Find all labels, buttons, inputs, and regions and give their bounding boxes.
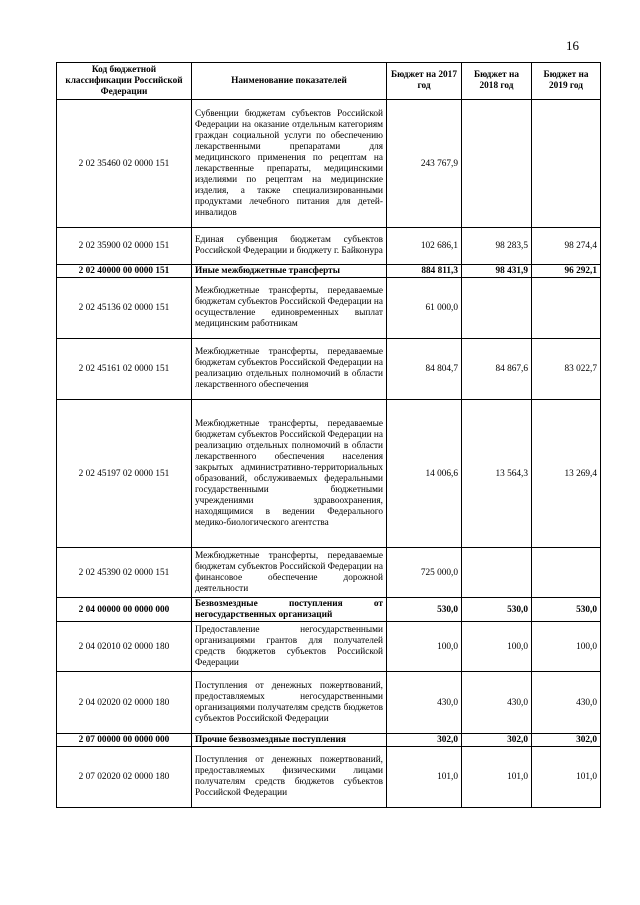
row-code: 2 02 40000 00 0000 151	[57, 265, 192, 278]
header-2019: Бюджет на 2019 год	[532, 63, 601, 100]
row-name: Единая субвенция бюджетам субъектов Российской Федерации и бюджету г. Байконура	[192, 228, 387, 265]
row-name: Субвенции бюджетам субъектов Российской Федерации на оказание отдельным категориям граждан социальной услуги по обеспечению лекарственными препаратами для медицинского применения по рецептам на лекарственные препараты, медицинскими изделиями по рецептам на медицинские изделия, а также специализированными продуктами лечебного питания для детей-инвалидов	[192, 100, 387, 228]
row-2018	[462, 100, 532, 228]
table-row	[57, 747, 601, 808]
row-2018: 84 867,6	[462, 339, 532, 400]
row-2019: 302,0	[532, 734, 601, 747]
table-row	[57, 598, 601, 622]
row-2017: 725 000,0	[387, 548, 462, 598]
row-name: Поступления от денежных пожертвований, предоставляемых негосударственными организациями получателям средств бюджетов субъектов Российской Федерации	[192, 672, 387, 734]
row-2019	[532, 548, 601, 598]
row-2018: 430,0	[462, 672, 532, 734]
row-code: 2 02 45136 02 0000 151	[57, 278, 192, 339]
row-code: 2 02 45161 02 0000 151	[57, 339, 192, 400]
row-2017: 302,0	[387, 734, 462, 747]
row-name: Поступления от денежных пожертвований, предоставляемых физическими лицами получателям средств бюджетов субъектов Российской Федерации	[192, 747, 387, 808]
header-code: Код бюджетной классификации Российской Федерации	[57, 63, 192, 100]
row-code: 2 07 00000 00 0000 000	[57, 734, 192, 747]
table-row	[57, 734, 601, 747]
row-2017: 243 767,9	[387, 100, 462, 228]
row-name: Межбюджетные трансферты, передаваемые бюджетам субъектов Российской Федерации на осуществление единовременных выплат медицинским работникам	[192, 278, 387, 339]
row-name: Межбюджетные трансферты, передаваемые бюджетам субъектов Российской Федерации на реализацию отдельных полномочий в области лекарственного обеспечения населения закрытых административно-территориальных образований, обслуживаемых федеральными государственными бюджетными учреждениями здравоохранения, находящимися в ведении Федерального медико-биологического агентства	[192, 400, 387, 548]
table-row	[57, 100, 601, 228]
table-row	[57, 228, 601, 265]
table-row	[57, 548, 601, 598]
row-2017: 530,0	[387, 598, 462, 622]
row-2018	[462, 278, 532, 339]
row-2019: 101,0	[532, 747, 601, 808]
row-2017: 884 811,3	[387, 265, 462, 278]
row-2019	[532, 100, 601, 228]
table-row	[57, 400, 601, 548]
row-2017: 61 000,0	[387, 278, 462, 339]
row-2019: 96 292,1	[532, 265, 601, 278]
row-2018: 530,0	[462, 598, 532, 622]
row-2019	[532, 278, 601, 339]
row-name: Предоставление негосударственными организациями грантов для получателей средств бюджетов субъектов Российской Федерации	[192, 622, 387, 672]
row-code: 2 04 02010 02 0000 180	[57, 622, 192, 672]
row-2019: 100,0	[532, 622, 601, 672]
row-2018: 100,0	[462, 622, 532, 672]
row-name: Иные межбюджетные трансферты	[192, 265, 387, 278]
table-row	[57, 278, 601, 339]
table-row	[57, 622, 601, 672]
row-2018: 98 431,9	[462, 265, 532, 278]
row-name: Безвозмездные поступления от негосударственных организаций	[192, 598, 387, 622]
header-name: Наименование показателей	[192, 63, 387, 100]
row-2017: 14 006,6	[387, 400, 462, 548]
row-code: 2 02 35460 02 0000 151	[57, 100, 192, 228]
row-2019: 98 274,4	[532, 228, 601, 265]
row-name: Межбюджетные трансферты, передаваемые бюджетам субъектов Российской Федерации на реализацию отдельных полномочий в области лекарственного обеспечения	[192, 339, 387, 400]
row-2018: 98 283,5	[462, 228, 532, 265]
row-2019: 530,0	[532, 598, 601, 622]
row-name: Прочие безвозмездные поступления	[192, 734, 387, 747]
row-name: Межбюджетные трансферты, передаваемые бюджетам субъектов Российской Федерации на финансовое обеспечение дорожной деятельности	[192, 548, 387, 598]
row-2018: 302,0	[462, 734, 532, 747]
table-header-row	[57, 63, 601, 100]
table-row	[57, 672, 601, 734]
row-2018	[462, 548, 532, 598]
row-code: 2 02 45197 02 0000 151	[57, 400, 192, 548]
row-2017: 84 804,7	[387, 339, 462, 400]
row-2017: 102 686,1	[387, 228, 462, 265]
row-code: 2 04 00000 00 0000 000	[57, 598, 192, 622]
row-code: 2 04 02020 02 0000 180	[57, 672, 192, 734]
table-row	[57, 339, 601, 400]
row-2019: 430,0	[532, 672, 601, 734]
table-row	[57, 265, 601, 278]
row-2019: 13 269,4	[532, 400, 601, 548]
header-2017: Бюджет на 2017 год	[387, 63, 462, 100]
page-number: 16	[566, 38, 579, 53]
row-code: 2 02 35900 02 0000 151	[57, 228, 192, 265]
row-code: 2 07 02020 02 0000 180	[57, 747, 192, 808]
row-code: 2 02 45390 02 0000 151	[57, 548, 192, 598]
header-2018: Бюджет на 2018 год	[462, 63, 532, 100]
row-2018: 13 564,3	[462, 400, 532, 548]
budget-table	[56, 62, 601, 808]
row-2018: 101,0	[462, 747, 532, 808]
row-2017: 101,0	[387, 747, 462, 808]
row-2017: 430,0	[387, 672, 462, 734]
row-2019: 83 022,7	[532, 339, 601, 400]
row-2017: 100,0	[387, 622, 462, 672]
